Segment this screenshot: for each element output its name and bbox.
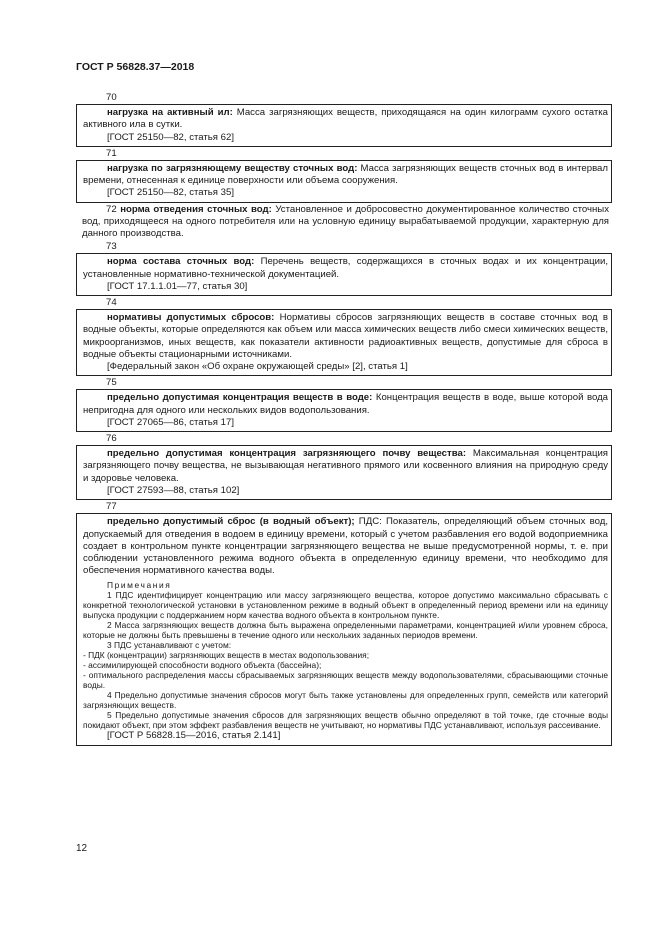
note-item: 5 Предельно допустимые значения сбросов для загрязняющих веществ обычно определяют в той точке, где сточные воды покидают объект, при этом эффект разбавления веществ не учитывают, но нормативы ПДС устанавливают, используя рассеивание.: [83, 710, 608, 731]
term-number: 77: [106, 501, 117, 513]
term-definition: Масса загрязняющих веществ, приходящаяся на один килограмм сухого остатка активного ила в сутки.: [83, 107, 608, 131]
term-name: норма состава сточных вод:: [107, 256, 255, 268]
term-entry: [76, 309, 612, 376]
term-reference: [ГОСТ Р 56828.15—2016, статья 2.141]: [107, 730, 281, 742]
note-item: 4 Предельно допустимые значения сбросов могут быть также установлены для определенных групп, семейств или категорий загрязняющих веществ.: [83, 690, 608, 711]
term-reference: [Федеральный закон «Об охране окружающей среды» [2], статья 1]: [107, 361, 408, 373]
term-name: нагрузка на активный ил:: [107, 107, 233, 119]
term-entry: [76, 389, 612, 432]
term-number: 70: [106, 92, 117, 103]
term-name: нормативы допустимых сбросов:: [107, 312, 275, 324]
term-entry: [76, 513, 612, 745]
term-entry: [76, 160, 612, 203]
term-name: предельно допустимая концентрация веществ в воде:: [107, 392, 373, 404]
page-number: 12: [76, 843, 88, 854]
note-item: 1 ПДС идентифицирует концентрацию или массу загрязняющего вещества, которое допустимо максимально сбрасывать с конкретной технологической установки в установленном режиме в водный объект в определенный период времени или на единицу выпуска продукции с поддержанием норм качества водного объекта в контрольном пункте.: [83, 590, 608, 621]
term-name: предельно допустимая концентрация загрязняющего почву вещества:: [107, 448, 467, 460]
term-definition: Нормативы сбросов загрязняющих веществ в составе сточных вод в водные объекты, которые определяются как объем или масса химических веществ либо смеси химических веществ, микроорганизмов, иных веществ, как показатели активности радиоактивных веществ, допустимые для сброса в водные объекты стационарными источниками.: [83, 312, 608, 360]
term-number: 75: [106, 377, 117, 389]
term-name: нагрузка по загрязняющему веществу сточных вод:: [107, 163, 358, 175]
term-reference: [ГОСТ 27593—88, статья 102]: [107, 484, 240, 496]
term-definition: Масса загрязняющих веществ сточных вод в интервал времени, отнесенная к единице поверхности или объема сооружения.: [83, 163, 608, 187]
term-name: предельно допустимый сброс (в водный объект);: [107, 516, 355, 528]
note-list-item: - ассимилирующей способности водного объекта (бассейна);: [83, 660, 322, 671]
term-reference: [ГОСТ 25150—82, статья 62]: [107, 131, 234, 143]
term-number: 74: [106, 297, 117, 309]
term-definition: Установленное и добросовестно документированное количество сточных вод, приходящееся на одного потребителя или на условную единицу вырабатываемой продукции, характерную для данного производства.: [82, 203, 610, 240]
note-list-item: - ПДК (концентрации) загрязняющих веществ в местах водопользования;: [83, 650, 370, 661]
term-entry: [76, 253, 612, 296]
term-definition: ПДС: Показатель, определяющий объем сточных вод, допускаемый для отведения в водоем в единицу времени, который с учетом разбавления его водой водоприемника создает в контрольном пункте концентрации загрязняющего вещества не выше предусмотренной нормы, т. е. при соблюдении установленного режима водного объекта в определенную единицу времени, что необходимо для обеспечения нормативного качества воды.: [83, 516, 609, 577]
term-definition: Концентрация веществ в воде, выше которой вода непригодна для одного или нескольких видов водопользования.: [83, 392, 609, 416]
term-number: 73: [106, 241, 117, 253]
term-definition: Максимальная концентрация загрязняющего почву вещества, не вызывающая негативного прямого или косвенного влияния на природную среду и здоровье человека.: [83, 448, 608, 484]
term-number: 72: [106, 203, 117, 215]
notes-block: [83, 580, 608, 730]
term-name: норма отведения сточных вод:: [120, 203, 272, 215]
term-number: 76: [106, 433, 117, 445]
term-reference: [ГОСТ 27065—86, статья 17]: [107, 416, 234, 428]
term-reference: [ГОСТ 25150—82, статья 35]: [107, 187, 234, 199]
terms-list: [76, 92, 612, 747]
document-header: ГОСТ Р 56828.37—2018: [76, 61, 195, 73]
term-number: 71: [106, 147, 117, 159]
term-definition: Перечень веществ, содержащихся в сточных водах и их концентрации, установленные нормативно-технической документацией.: [83, 256, 608, 280]
note-item: 3 ПДС устанавливают с учетом:: [107, 640, 232, 651]
note-list-item: - оптимального распределения массы сбрасываемых загрязняющих веществ между водопользователями, сбрасывающими сточные воды.: [83, 670, 608, 691]
note-item: 2 Масса загрязняющих веществ должна быть выражена определенными параметрами, концентрацией и/или уровнем сброса, которые не должны быть превышены в течение одного или нескольких заданных периодов времени.: [83, 620, 608, 641]
term-entry: [76, 445, 612, 500]
term-entry: [76, 204, 612, 241]
term-entry: [76, 104, 612, 147]
notes-heading: Примечания: [107, 580, 172, 591]
term-reference: [ГОСТ 17.1.1.01—77, статья 30]: [107, 280, 248, 292]
